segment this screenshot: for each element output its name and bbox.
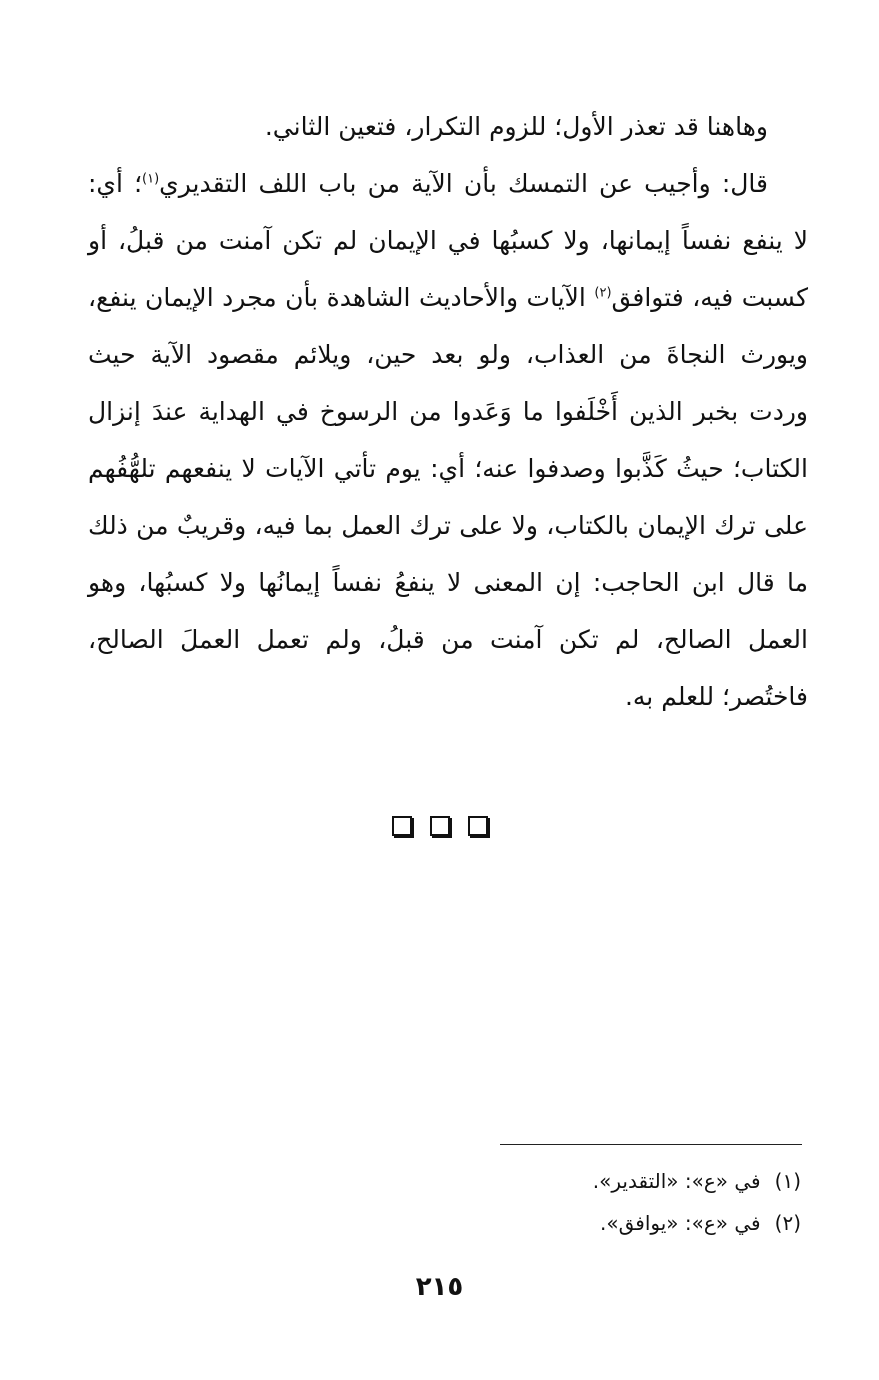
footnote-ref-2: (٢) [594, 285, 612, 301]
text-line-1: وهاهنا قد تعذر الأول؛ للزوم التكرار، فتعين الثاني. [264, 112, 768, 141]
text-line-2-main: قال: وأجيب عن التمسك بأن الآية من باب اللف التقديري [159, 169, 768, 198]
text-line-11: فاختُصر؛ للعلم به. [624, 682, 808, 711]
section-separator [0, 816, 879, 840]
footnotes [301, 1160, 801, 1244]
text-line-6: وردت بخبر الذين أَخْلَفوا ما وَعَدوا من الرسوخ في الهداية عندَ إنزال [88, 397, 808, 426]
page-number: ٢١٥ [415, 1272, 464, 1302]
footnote-text: في «ع»: «يوافق». [600, 1211, 761, 1235]
text-line-10: العمل الصالح، لم تكن آمنت من قبلُ، ولم تعمل العملَ الصالح، [88, 625, 808, 654]
footnote-ref-1: (١) [142, 171, 160, 187]
text-line-9: ما قال ابن الحاجب: إن المعنى لا ينفعُ نفساً إيمانُها ولا كسبُها، وهو [88, 568, 808, 597]
footnote-number: (١) [774, 1169, 801, 1193]
main-text-block [88, 98, 808, 725]
text-line-4 [88, 269, 808, 326]
footnote-2 [301, 1202, 801, 1244]
footnote-number: (٢) [774, 1211, 801, 1235]
separator-square-icon [392, 816, 412, 836]
footnote-text: في «ع»: «التقدير». [592, 1169, 761, 1193]
text-line-5: ويورث النجاةَ من العذاب، ولو بعد حين، ويلائم مقصود الآية حيث [88, 340, 808, 369]
text-line-4-main: كسبت فيه، فتوافق [611, 283, 809, 312]
separator-square-icon [468, 816, 488, 836]
footnote-1 [301, 1160, 801, 1202]
text-line-2-tail: ؛ أي: [88, 169, 143, 198]
text-line-3: لا ينفع نفساً إيمانها، ولا كسبُها في الإيمان لم تكن آمنت من قبلُ، أو [88, 226, 808, 255]
text-line-2 [88, 155, 808, 212]
footnote-divider [500, 1144, 802, 1145]
separator-square-icon [430, 816, 450, 836]
text-line-8: على ترك الإيمان بالكتاب، ولا على ترك العمل بما فيه، وقريبٌ من ذلك [88, 511, 808, 540]
text-line-7: الكتاب؛ حيثُ كَذَّبوا وصدفوا عنه؛ أي: يوم تأتي الآيات لا ينفعهم تلهُّفُهم [88, 454, 808, 483]
text-line-4-tail: الآيات والأحاديث الشاهدة بأن مجرد الإيمان ينفع، [88, 283, 586, 312]
